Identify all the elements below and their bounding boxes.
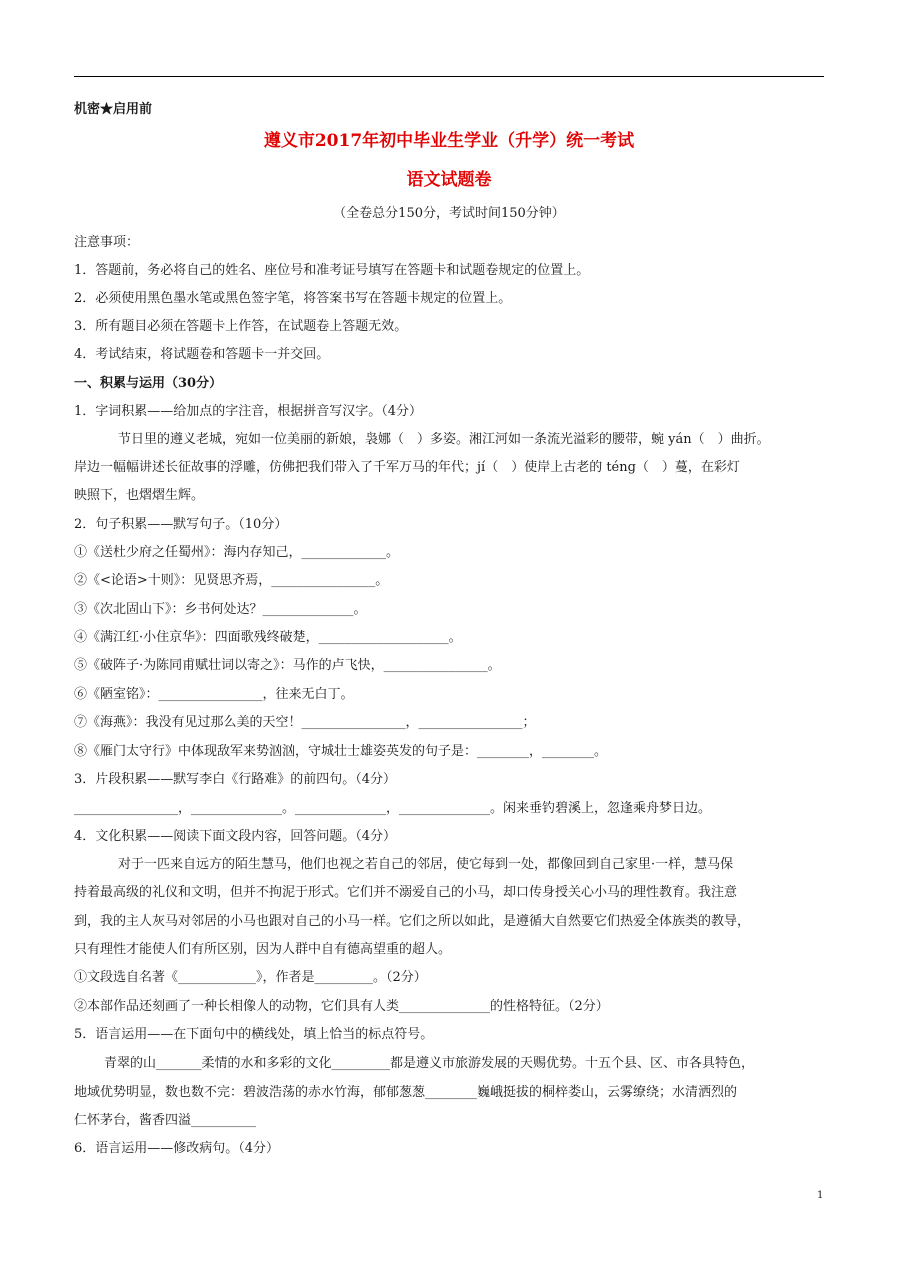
confidential-label: 机密★启用前 bbox=[74, 102, 153, 117]
q5-line: 地域优势明显，数也数不完：碧波浩荡的赤水竹海，郁郁葱葱________巍峨挺拔的桐梓娄山，云雾缭绕；水清洒烈的 bbox=[74, 1085, 738, 1100]
q4-passage: 只有理性才能使人们有所区别，因为人群中自有德高望重的超人。 bbox=[74, 942, 452, 957]
q4-passage: 持着最高级的礼仪和文明，但并不拘泥于形式。它们并不溺爱自己的小马，却口传身授关心小马的理性教育。我注意 bbox=[74, 885, 738, 900]
q4-passage: 对于一匹来自远方的陌生慧马，他们也视之若自己的邻居，使它每到一处，都像回到自己家里·一样，慧马保 bbox=[118, 857, 734, 872]
q5-line: 仁怀茅台，酱香四溢__________ bbox=[74, 1113, 257, 1128]
section-heading: 一、积累与运用（30分） bbox=[74, 376, 223, 391]
page-number: 1 bbox=[817, 1190, 824, 1201]
exam-info: （全卷总分150分，考试时间150分钟） bbox=[333, 206, 565, 221]
q2-item: ③《次北固山下》：乡书何处达？______________。 bbox=[74, 602, 367, 617]
q5-stem: 5．语言运用——在下面句中的横线处，填上恰当的标点符号。 bbox=[74, 1027, 434, 1042]
q3-line: ________________，______________。______________，______________。闲来垂钓碧溪上，忽逢乘舟梦日边。 bbox=[74, 801, 712, 816]
q2-item: ⑤《破阵子·为陈同甫赋壮词以寄之》：马作的卢飞快，________________。 bbox=[74, 658, 501, 673]
q2-item: ②《<论语>十则》：见贤思齐焉，________________。 bbox=[74, 573, 389, 588]
exam-title: 遵义市2017年初中毕业生学业（升学）统一考试 bbox=[263, 131, 635, 151]
q1-stem: 1．字词积累——给加点的字注音，根据拼音写汉字。（4分） bbox=[74, 404, 423, 419]
note-item: 2．必须使用黑色墨水笔或黑色签字笔，将答案书写在答题卡规定的位置上。 bbox=[74, 291, 512, 306]
q1-line: 节日里的遵义老城，宛如一位美丽的新娘，袅娜（ ）多姿。湘江河如一条流光溢彩的腰带，蜿 yán（ ）曲折。 bbox=[118, 432, 770, 447]
q1-line: 映照下，也熠熠生辉。 bbox=[74, 488, 205, 503]
q4-stem: 4．文化积累——阅读下面文段内容，回答问题。（4分） bbox=[74, 829, 397, 844]
q5-line: 青翠的山_______柔情的水和多彩的文化_________都是遵义市旅游发展的天赐优势。十五个县、区、市各具特色， bbox=[104, 1056, 755, 1071]
notes-heading: 注意事项： bbox=[74, 235, 140, 250]
q2-item: ④《满江红·小住京华》：四面歌残终破楚，____________________。 bbox=[74, 630, 462, 645]
q4-item: ①文段选自名著《____________》，作者是_________。（2分） bbox=[74, 970, 427, 985]
note-item: 1．答题前，务必将自己的姓名、座位号和准考证号填写在答题卡和试题卷规定的位置上。 bbox=[74, 263, 590, 278]
q4-passage: 到，我的主人灰马对邻居的小马也跟对自己的小马一样。它们之所以如此，是遵循大自然要它们热爱全体族类的教导， bbox=[74, 914, 751, 929]
note-item: 3．所有题目必须在答题卡上作答，在试题卷上答题无效。 bbox=[74, 319, 408, 334]
q2-stem: 2．句子积累——默写句子。（10分） bbox=[74, 517, 288, 532]
q4-item: ②本部作品还刻画了一种长相像人的动物，它们具有人类______________的性格特征。（2分） bbox=[74, 999, 609, 1014]
exam-subtitle: 语文试题卷 bbox=[406, 170, 492, 190]
q2-item: ⑦《海燕》：我没有见过那么美的天空！________________，________________； bbox=[74, 715, 536, 730]
q1-line: 岸边一幅幅讲述长征故事的浮雕，仿佛把我们带入了千军万马的年代；jí（ ）使岸上古老的 téng（ ）蔓，在彩灯 bbox=[74, 460, 740, 475]
header-rule bbox=[74, 76, 824, 77]
note-item: 4．考试结束，将试题卷和答题卡一并交回。 bbox=[74, 347, 330, 362]
q6-stem: 6．语言运用——修改病句。（4分） bbox=[74, 1141, 280, 1156]
q3-stem: 3．片段积累——默写李白《行路难》的前四句。（4分） bbox=[74, 772, 397, 787]
q2-item: ⑥《陋室铭》：________________，往来无白丁。 bbox=[74, 687, 354, 702]
q2-item: ⑧《雁门太守行》中体现敌军来势汹汹，守城壮士雄姿英发的句子是：________，________。 bbox=[74, 744, 608, 759]
q2-item: ①《送杜少府之任蜀州》：海内存知己，_____________。 bbox=[74, 545, 400, 560]
